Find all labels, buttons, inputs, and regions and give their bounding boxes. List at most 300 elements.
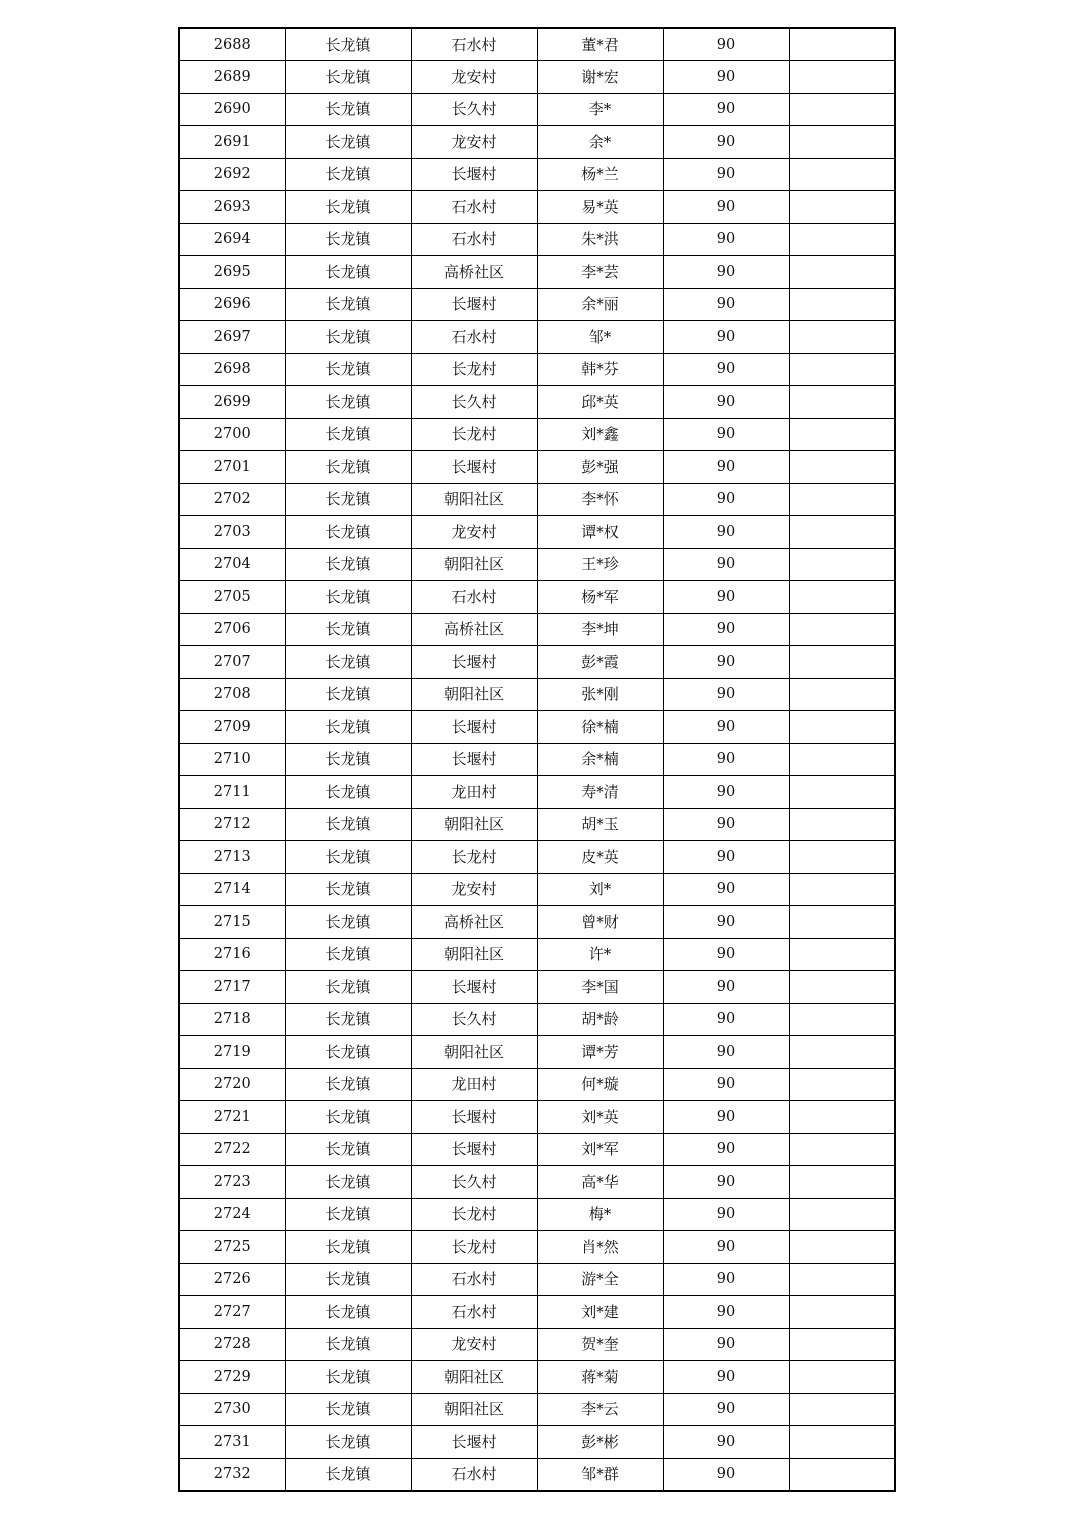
- remark-cell: [789, 873, 895, 906]
- person-name-cell: 李*: [537, 93, 663, 126]
- town-cell: 长龙镇: [285, 1166, 411, 1199]
- serial-number-cell: 2712: [179, 808, 285, 841]
- serial-number-cell: 2691: [179, 126, 285, 159]
- person-name-cell: 谭*芳: [537, 1036, 663, 1069]
- table-row: [179, 386, 895, 419]
- town-cell: 长龙镇: [285, 1231, 411, 1264]
- person-name-cell: 何*璇: [537, 1068, 663, 1101]
- amount-cell: 90: [663, 1101, 789, 1134]
- amount-cell: 90: [663, 158, 789, 191]
- village-cell: 高桥社区: [411, 906, 537, 939]
- village-cell: 龙安村: [411, 1328, 537, 1361]
- table-row: [179, 841, 895, 874]
- town-cell: 长龙镇: [285, 418, 411, 451]
- subsidy-roster-table: [178, 27, 896, 1492]
- amount-cell: 90: [663, 678, 789, 711]
- amount-cell: 90: [663, 1068, 789, 1101]
- remark-cell: [789, 1328, 895, 1361]
- village-cell: 长龙村: [411, 1231, 537, 1264]
- person-name-cell: 徐*楠: [537, 711, 663, 744]
- serial-number-cell: 2721: [179, 1101, 285, 1134]
- person-name-cell: 刘*军: [537, 1133, 663, 1166]
- town-cell: 长龙镇: [285, 581, 411, 614]
- serial-number-cell: 2726: [179, 1263, 285, 1296]
- amount-cell: 90: [663, 743, 789, 776]
- serial-number-cell: 2700: [179, 418, 285, 451]
- serial-number-cell: 2693: [179, 191, 285, 224]
- table-row: [179, 1328, 895, 1361]
- serial-number-cell: 2704: [179, 548, 285, 581]
- village-cell: 朝阳社区: [411, 1393, 537, 1426]
- village-cell: 朝阳社区: [411, 1361, 537, 1394]
- amount-cell: 90: [663, 28, 789, 61]
- remark-cell: [789, 711, 895, 744]
- table-row: [179, 451, 895, 484]
- remark-cell: [789, 1361, 895, 1394]
- serial-number-cell: 2707: [179, 646, 285, 679]
- town-cell: 长龙镇: [285, 808, 411, 841]
- town-cell: 长龙镇: [285, 1263, 411, 1296]
- town-cell: 长龙镇: [285, 61, 411, 94]
- remark-cell: [789, 61, 895, 94]
- amount-cell: 90: [663, 581, 789, 614]
- serial-number-cell: 2720: [179, 1068, 285, 1101]
- town-cell: 长龙镇: [285, 28, 411, 61]
- person-name-cell: 李*怀: [537, 483, 663, 516]
- serial-number-cell: 2732: [179, 1458, 285, 1491]
- serial-number-cell: 2723: [179, 1166, 285, 1199]
- person-name-cell: 杨*兰: [537, 158, 663, 191]
- remark-cell: [789, 516, 895, 549]
- amount-cell: 90: [663, 93, 789, 126]
- table-row: [179, 743, 895, 776]
- town-cell: 长龙镇: [285, 841, 411, 874]
- town-cell: 长龙镇: [285, 678, 411, 711]
- amount-cell: 90: [663, 873, 789, 906]
- village-cell: 长堰村: [411, 646, 537, 679]
- village-cell: 龙安村: [411, 126, 537, 159]
- remark-cell: [789, 971, 895, 1004]
- serial-number-cell: 2713: [179, 841, 285, 874]
- remark-cell: [789, 613, 895, 646]
- amount-cell: 90: [663, 1198, 789, 1231]
- person-name-cell: 贺*奎: [537, 1328, 663, 1361]
- serial-number-cell: 2725: [179, 1231, 285, 1264]
- amount-cell: 90: [663, 938, 789, 971]
- village-cell: 长久村: [411, 93, 537, 126]
- serial-number-cell: 2698: [179, 353, 285, 386]
- remark-cell: [789, 1068, 895, 1101]
- serial-number-cell: 2708: [179, 678, 285, 711]
- town-cell: 长龙镇: [285, 873, 411, 906]
- person-name-cell: 胡*龄: [537, 1003, 663, 1036]
- table-row: [179, 971, 895, 1004]
- serial-number-cell: 2689: [179, 61, 285, 94]
- town-cell: 长龙镇: [285, 1328, 411, 1361]
- village-cell: 高桥社区: [411, 256, 537, 289]
- remark-cell: [789, 223, 895, 256]
- table-row: [179, 223, 895, 256]
- village-cell: 长久村: [411, 1166, 537, 1199]
- town-cell: 长龙镇: [285, 1198, 411, 1231]
- town-cell: 长龙镇: [285, 321, 411, 354]
- remark-cell: [789, 28, 895, 61]
- person-name-cell: 曾*财: [537, 906, 663, 939]
- amount-cell: 90: [663, 288, 789, 321]
- serial-number-cell: 2696: [179, 288, 285, 321]
- amount-cell: 90: [663, 613, 789, 646]
- amount-cell: 90: [663, 483, 789, 516]
- amount-cell: 90: [663, 451, 789, 484]
- table-row: [179, 1393, 895, 1426]
- town-cell: 长龙镇: [285, 256, 411, 289]
- village-cell: 龙安村: [411, 873, 537, 906]
- serial-number-cell: 2722: [179, 1133, 285, 1166]
- person-name-cell: 余*楠: [537, 743, 663, 776]
- village-cell: 朝阳社区: [411, 808, 537, 841]
- village-cell: 高桥社区: [411, 613, 537, 646]
- person-name-cell: 韩*芬: [537, 353, 663, 386]
- table-row: [179, 1361, 895, 1394]
- table-row: [179, 1166, 895, 1199]
- person-name-cell: 刘*: [537, 873, 663, 906]
- remark-cell: [789, 808, 895, 841]
- serial-number-cell: 2728: [179, 1328, 285, 1361]
- person-name-cell: 张*刚: [537, 678, 663, 711]
- amount-cell: 90: [663, 223, 789, 256]
- table-row: [179, 1036, 895, 1069]
- town-cell: 长龙镇: [285, 1361, 411, 1394]
- person-name-cell: 朱*洪: [537, 223, 663, 256]
- person-name-cell: 肖*然: [537, 1231, 663, 1264]
- table-row: [179, 1231, 895, 1264]
- person-name-cell: 董*君: [537, 28, 663, 61]
- village-cell: 长堰村: [411, 743, 537, 776]
- person-name-cell: 王*珍: [537, 548, 663, 581]
- village-cell: 长堰村: [411, 288, 537, 321]
- serial-number-cell: 2719: [179, 1036, 285, 1069]
- village-cell: 长堰村: [411, 711, 537, 744]
- person-name-cell: 蒋*菊: [537, 1361, 663, 1394]
- remark-cell: [789, 451, 895, 484]
- person-name-cell: 胡*玉: [537, 808, 663, 841]
- serial-number-cell: 2727: [179, 1296, 285, 1329]
- town-cell: 长龙镇: [285, 548, 411, 581]
- remark-cell: [789, 1198, 895, 1231]
- serial-number-cell: 2729: [179, 1361, 285, 1394]
- village-cell: 石水村: [411, 191, 537, 224]
- amount-cell: 90: [663, 841, 789, 874]
- person-name-cell: 梅*: [537, 1198, 663, 1231]
- amount-cell: 90: [663, 516, 789, 549]
- person-name-cell: 刘*英: [537, 1101, 663, 1134]
- amount-cell: 90: [663, 1231, 789, 1264]
- serial-number-cell: 2730: [179, 1393, 285, 1426]
- person-name-cell: 李*芸: [537, 256, 663, 289]
- town-cell: 长龙镇: [285, 938, 411, 971]
- village-cell: 长龙村: [411, 1198, 537, 1231]
- table-row: [179, 1296, 895, 1329]
- village-cell: 龙田村: [411, 776, 537, 809]
- town-cell: 长龙镇: [285, 1101, 411, 1134]
- person-name-cell: 彭*彬: [537, 1426, 663, 1459]
- table-row: [179, 776, 895, 809]
- amount-cell: 90: [663, 256, 789, 289]
- table-row: [179, 61, 895, 94]
- town-cell: 长龙镇: [285, 288, 411, 321]
- town-cell: 长龙镇: [285, 1036, 411, 1069]
- remark-cell: [789, 93, 895, 126]
- amount-cell: 90: [663, 1003, 789, 1036]
- town-cell: 长龙镇: [285, 158, 411, 191]
- person-name-cell: 谢*宏: [537, 61, 663, 94]
- amount-cell: 90: [663, 646, 789, 679]
- town-cell: 长龙镇: [285, 776, 411, 809]
- remark-cell: [789, 1133, 895, 1166]
- village-cell: 长堰村: [411, 971, 537, 1004]
- amount-cell: 90: [663, 1458, 789, 1491]
- remark-cell: [789, 483, 895, 516]
- person-name-cell: 余*丽: [537, 288, 663, 321]
- table-row: [179, 1198, 895, 1231]
- table-row: [179, 1263, 895, 1296]
- person-name-cell: 刘*鑫: [537, 418, 663, 451]
- table-row: [179, 1458, 895, 1491]
- person-name-cell: 易*英: [537, 191, 663, 224]
- amount-cell: 90: [663, 776, 789, 809]
- serial-number-cell: 2705: [179, 581, 285, 614]
- serial-number-cell: 2706: [179, 613, 285, 646]
- remark-cell: [789, 256, 895, 289]
- town-cell: 长龙镇: [285, 483, 411, 516]
- village-cell: 石水村: [411, 28, 537, 61]
- remark-cell: [789, 288, 895, 321]
- person-name-cell: 李*国: [537, 971, 663, 1004]
- amount-cell: 90: [663, 1166, 789, 1199]
- table-row: [179, 678, 895, 711]
- town-cell: 长龙镇: [285, 93, 411, 126]
- village-cell: 朝阳社区: [411, 548, 537, 581]
- serial-number-cell: 2701: [179, 451, 285, 484]
- remark-cell: [789, 386, 895, 419]
- table-row: [179, 1003, 895, 1036]
- village-cell: 长龙村: [411, 841, 537, 874]
- amount-cell: 90: [663, 1263, 789, 1296]
- roster-table-body: [179, 28, 895, 1491]
- serial-number-cell: 2702: [179, 483, 285, 516]
- person-name-cell: 高*华: [537, 1166, 663, 1199]
- serial-number-cell: 2710: [179, 743, 285, 776]
- town-cell: 长龙镇: [285, 451, 411, 484]
- table-row: [179, 321, 895, 354]
- remark-cell: [789, 1003, 895, 1036]
- village-cell: 长堰村: [411, 158, 537, 191]
- remark-cell: [789, 191, 895, 224]
- remark-cell: [789, 581, 895, 614]
- person-name-cell: 杨*军: [537, 581, 663, 614]
- village-cell: 龙田村: [411, 1068, 537, 1101]
- town-cell: 长龙镇: [285, 516, 411, 549]
- amount-cell: 90: [663, 1393, 789, 1426]
- town-cell: 长龙镇: [285, 711, 411, 744]
- person-name-cell: 邱*英: [537, 386, 663, 419]
- table-row: [179, 906, 895, 939]
- amount-cell: 90: [663, 1361, 789, 1394]
- serial-number-cell: 2703: [179, 516, 285, 549]
- village-cell: 石水村: [411, 1458, 537, 1491]
- person-name-cell: 寿*清: [537, 776, 663, 809]
- serial-number-cell: 2731: [179, 1426, 285, 1459]
- serial-number-cell: 2697: [179, 321, 285, 354]
- table-row: [179, 353, 895, 386]
- town-cell: 长龙镇: [285, 386, 411, 419]
- table-row: [179, 581, 895, 614]
- person-name-cell: 谭*权: [537, 516, 663, 549]
- amount-cell: 90: [663, 971, 789, 1004]
- serial-number-cell: 2718: [179, 1003, 285, 1036]
- village-cell: 长堰村: [411, 1426, 537, 1459]
- remark-cell: [789, 353, 895, 386]
- remark-cell: [789, 1036, 895, 1069]
- amount-cell: 90: [663, 1133, 789, 1166]
- amount-cell: 90: [663, 1296, 789, 1329]
- remark-cell: [789, 938, 895, 971]
- serial-number-cell: 2699: [179, 386, 285, 419]
- table-row: [179, 938, 895, 971]
- table-row: [179, 1133, 895, 1166]
- town-cell: 长龙镇: [285, 1458, 411, 1491]
- town-cell: 长龙镇: [285, 613, 411, 646]
- town-cell: 长龙镇: [285, 1393, 411, 1426]
- table-row: [179, 126, 895, 159]
- table-row: [179, 483, 895, 516]
- amount-cell: 90: [663, 711, 789, 744]
- person-name-cell: 邹*群: [537, 1458, 663, 1491]
- amount-cell: 90: [663, 1036, 789, 1069]
- serial-number-cell: 2715: [179, 906, 285, 939]
- town-cell: 长龙镇: [285, 906, 411, 939]
- town-cell: 长龙镇: [285, 646, 411, 679]
- table-row: [179, 873, 895, 906]
- serial-number-cell: 2695: [179, 256, 285, 289]
- serial-number-cell: 2724: [179, 1198, 285, 1231]
- table-row: [179, 646, 895, 679]
- remark-cell: [789, 1393, 895, 1426]
- serial-number-cell: 2716: [179, 938, 285, 971]
- table-row: [179, 93, 895, 126]
- town-cell: 长龙镇: [285, 1426, 411, 1459]
- amount-cell: 90: [663, 906, 789, 939]
- table-row: [179, 28, 895, 61]
- village-cell: 朝阳社区: [411, 1036, 537, 1069]
- town-cell: 长龙镇: [285, 1133, 411, 1166]
- village-cell: 长龙村: [411, 418, 537, 451]
- table-row: [179, 613, 895, 646]
- amount-cell: 90: [663, 191, 789, 224]
- serial-number-cell: 2717: [179, 971, 285, 1004]
- remark-cell: [789, 776, 895, 809]
- village-cell: 石水村: [411, 223, 537, 256]
- table-row: [179, 711, 895, 744]
- table-row: [179, 516, 895, 549]
- village-cell: 朝阳社区: [411, 938, 537, 971]
- amount-cell: 90: [663, 321, 789, 354]
- remark-cell: [789, 1263, 895, 1296]
- table-row: [179, 256, 895, 289]
- person-name-cell: 游*全: [537, 1263, 663, 1296]
- village-cell: 长龙村: [411, 353, 537, 386]
- amount-cell: 90: [663, 353, 789, 386]
- village-cell: 长堰村: [411, 451, 537, 484]
- table-row: [179, 548, 895, 581]
- town-cell: 长龙镇: [285, 223, 411, 256]
- village-cell: 龙安村: [411, 61, 537, 94]
- person-name-cell: 李*云: [537, 1393, 663, 1426]
- village-cell: 龙安村: [411, 516, 537, 549]
- remark-cell: [789, 1426, 895, 1459]
- village-cell: 石水村: [411, 1263, 537, 1296]
- village-cell: 石水村: [411, 321, 537, 354]
- village-cell: 石水村: [411, 581, 537, 614]
- remark-cell: [789, 841, 895, 874]
- village-cell: 石水村: [411, 1296, 537, 1329]
- serial-number-cell: 2688: [179, 28, 285, 61]
- amount-cell: 90: [663, 808, 789, 841]
- village-cell: 长堰村: [411, 1101, 537, 1134]
- person-name-cell: 刘*建: [537, 1296, 663, 1329]
- remark-cell: [789, 1296, 895, 1329]
- remark-cell: [789, 321, 895, 354]
- remark-cell: [789, 646, 895, 679]
- table-row: [179, 1426, 895, 1459]
- remark-cell: [789, 126, 895, 159]
- person-name-cell: 邹*: [537, 321, 663, 354]
- amount-cell: 90: [663, 386, 789, 419]
- town-cell: 长龙镇: [285, 191, 411, 224]
- village-cell: 朝阳社区: [411, 483, 537, 516]
- person-name-cell: 彭*霞: [537, 646, 663, 679]
- serial-number-cell: 2690: [179, 93, 285, 126]
- village-cell: 朝阳社区: [411, 678, 537, 711]
- remark-cell: [789, 1458, 895, 1491]
- person-name-cell: 皮*英: [537, 841, 663, 874]
- person-name-cell: 李*坤: [537, 613, 663, 646]
- serial-number-cell: 2714: [179, 873, 285, 906]
- serial-number-cell: 2709: [179, 711, 285, 744]
- amount-cell: 90: [663, 1426, 789, 1459]
- person-name-cell: 许*: [537, 938, 663, 971]
- remark-cell: [789, 1166, 895, 1199]
- serial-number-cell: 2694: [179, 223, 285, 256]
- town-cell: 长龙镇: [285, 353, 411, 386]
- town-cell: 长龙镇: [285, 1068, 411, 1101]
- remark-cell: [789, 678, 895, 711]
- table-row: [179, 808, 895, 841]
- table-row: [179, 418, 895, 451]
- town-cell: 长龙镇: [285, 126, 411, 159]
- town-cell: 长龙镇: [285, 1003, 411, 1036]
- town-cell: 长龙镇: [285, 743, 411, 776]
- amount-cell: 90: [663, 61, 789, 94]
- remark-cell: [789, 1101, 895, 1134]
- town-cell: 长龙镇: [285, 971, 411, 1004]
- amount-cell: 90: [663, 548, 789, 581]
- remark-cell: [789, 906, 895, 939]
- table-row: [179, 158, 895, 191]
- serial-number-cell: 2692: [179, 158, 285, 191]
- village-cell: 长久村: [411, 1003, 537, 1036]
- village-cell: 长久村: [411, 386, 537, 419]
